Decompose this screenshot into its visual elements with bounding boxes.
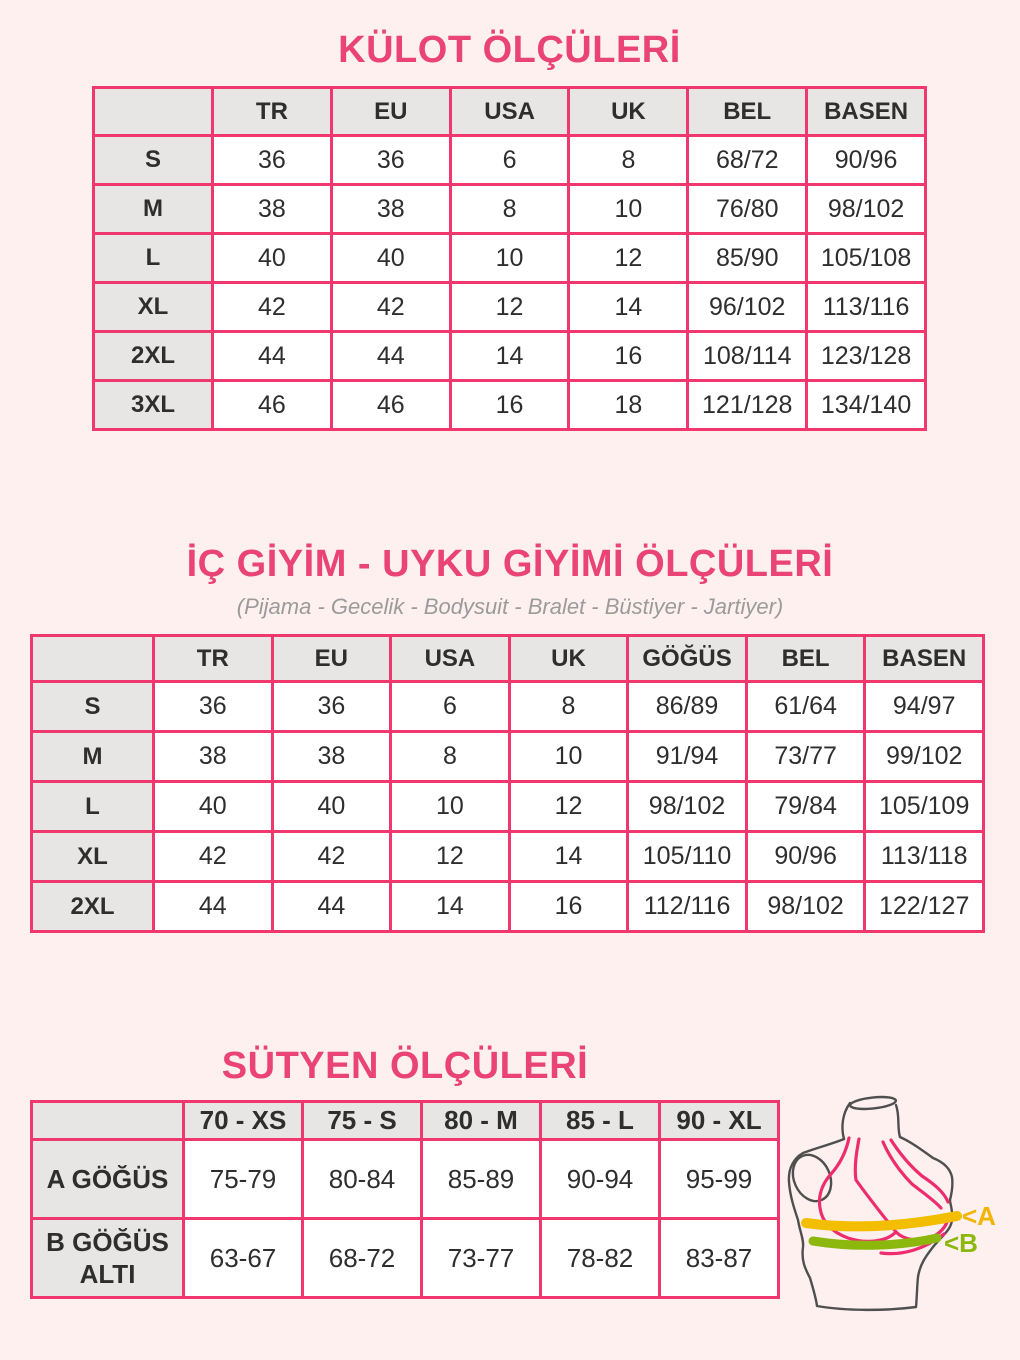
column-header: BASEN	[807, 88, 926, 136]
size-cell: 36	[213, 136, 332, 185]
size-cell: 86/89	[628, 682, 747, 732]
row-label: 3XL	[94, 381, 213, 430]
column-header: EU	[272, 636, 391, 682]
size-cell: 12	[569, 234, 688, 283]
size-cell: 98/102	[746, 882, 865, 932]
table-row	[32, 1219, 779, 1298]
row-label: L	[32, 782, 154, 832]
size-cell: 10	[509, 732, 628, 782]
size-cell: 83-87	[660, 1219, 779, 1298]
corner-cell	[32, 1102, 184, 1140]
corner-cell	[32, 636, 154, 682]
ic-giyim-title: İÇ GİYİM - UYKU GİYİMİ ÖLÇÜLERİ	[186, 543, 834, 585]
size-cell: 42	[331, 283, 450, 332]
size-cell: 8	[391, 732, 510, 782]
size-cell: 14	[391, 882, 510, 932]
column-header: UK	[509, 636, 628, 682]
row-label: S	[32, 682, 154, 732]
band-b-label: <B	[944, 1228, 978, 1258]
size-cell: 38	[154, 732, 273, 782]
size-cell: 112/116	[628, 882, 747, 932]
size-cell: 94/97	[865, 682, 984, 732]
row-label: XL	[94, 283, 213, 332]
size-cell: 61/64	[746, 682, 865, 732]
size-cell: 91/94	[628, 732, 747, 782]
corner-cell	[94, 88, 213, 136]
table-row	[32, 732, 984, 782]
size-cell: 68/72	[688, 136, 807, 185]
size-cell: 46	[213, 381, 332, 430]
size-cell: 16	[569, 332, 688, 381]
size-cell: 79/84	[746, 782, 865, 832]
size-cell: 73-77	[422, 1219, 541, 1298]
table-row	[32, 682, 984, 732]
size-cell: 6	[391, 682, 510, 732]
row-label: XL	[32, 832, 154, 882]
size-cell: 38	[272, 732, 391, 782]
kulot-title: KÜLOT ÖLÇÜLERİ	[338, 29, 681, 71]
size-cell: 122/127	[865, 882, 984, 932]
size-cell: 40	[213, 234, 332, 283]
table-row	[32, 1140, 779, 1219]
size-cell: 12	[450, 283, 569, 332]
size-cell: 42	[154, 832, 273, 882]
size-cell: 36	[272, 682, 391, 732]
size-cell: 105/108	[807, 234, 926, 283]
band-a-label: <A	[962, 1201, 996, 1231]
size-cell: 76/80	[688, 185, 807, 234]
size-cell: 16	[450, 381, 569, 430]
row-label: 2XL	[94, 332, 213, 381]
table-row	[94, 185, 926, 234]
kulot-size-table	[92, 86, 927, 431]
size-cell: 105/110	[628, 832, 747, 882]
size-cell: 85-89	[422, 1140, 541, 1219]
ic-giyim-subtitle: (Pijama - Gecelik - Bodysuit - Bralet - Büstiyer - Jartiyer)	[236, 594, 784, 619]
column-header: 70 - XS	[184, 1102, 303, 1140]
size-cell: 40	[331, 234, 450, 283]
size-cell: 12	[509, 782, 628, 832]
size-cell: 123/128	[807, 332, 926, 381]
row-label: 2XL	[32, 882, 154, 932]
column-header: BEL	[746, 636, 865, 682]
bust-measure-band-a	[806, 1216, 957, 1227]
size-cell: 95-99	[660, 1140, 779, 1219]
size-cell: 10	[450, 234, 569, 283]
sutyen-title: SÜTYEN ÖLÇÜLERİ	[221, 1045, 589, 1087]
column-header: TR	[213, 88, 332, 136]
size-cell: 75-79	[184, 1140, 303, 1219]
column-header: BEL	[688, 88, 807, 136]
size-cell: 108/114	[688, 332, 807, 381]
column-header: USA	[391, 636, 510, 682]
size-cell: 98/102	[807, 185, 926, 234]
size-cell: 6	[450, 136, 569, 185]
sutyen-size-table	[30, 1100, 780, 1299]
size-cell: 8	[450, 185, 569, 234]
size-cell: 85/90	[688, 234, 807, 283]
size-cell: 80-84	[303, 1140, 422, 1219]
column-header: USA	[450, 88, 569, 136]
row-label: M	[94, 185, 213, 234]
size-cell: 90/96	[807, 136, 926, 185]
table-row	[32, 832, 984, 882]
table-row	[32, 882, 984, 932]
bra-measurement-figure	[786, 1092, 1012, 1356]
size-cell: 14	[509, 832, 628, 882]
row-label: B GÖĞÜS ALTI	[32, 1219, 184, 1298]
size-cell: 96/102	[688, 283, 807, 332]
size-cell: 8	[569, 136, 688, 185]
column-header: 75 - S	[303, 1102, 422, 1140]
table-row	[94, 283, 926, 332]
column-header: UK	[569, 88, 688, 136]
size-cell: 18	[569, 381, 688, 430]
column-header: 80 - M	[422, 1102, 541, 1140]
size-cell: 12	[391, 832, 510, 882]
table-row	[94, 136, 926, 185]
size-cell: 42	[272, 832, 391, 882]
column-header: BASEN	[865, 636, 984, 682]
size-cell: 90-94	[541, 1140, 660, 1219]
size-cell: 68-72	[303, 1219, 422, 1298]
row-label: S	[94, 136, 213, 185]
size-cell: 63-67	[184, 1219, 303, 1298]
size-cell: 46	[331, 381, 450, 430]
row-label: L	[94, 234, 213, 283]
size-cell: 44	[331, 332, 450, 381]
column-header: EU	[331, 88, 450, 136]
size-cell: 38	[213, 185, 332, 234]
column-header: 90 - XL	[660, 1102, 779, 1140]
table-row	[94, 234, 926, 283]
header-row	[32, 636, 984, 682]
size-cell: 38	[331, 185, 450, 234]
size-cell: 16	[509, 882, 628, 932]
size-cell: 14	[569, 283, 688, 332]
size-cell: 121/128	[688, 381, 807, 430]
size-cell: 36	[154, 682, 273, 732]
column-header: 85 - L	[541, 1102, 660, 1140]
size-cell: 10	[391, 782, 510, 832]
size-cell: 99/102	[865, 732, 984, 782]
column-header: GÖĞÜS	[628, 636, 747, 682]
size-cell: 134/140	[807, 381, 926, 430]
table-row	[94, 332, 926, 381]
size-cell: 10	[569, 185, 688, 234]
size-cell: 40	[154, 782, 273, 832]
size-cell: 78-82	[541, 1219, 660, 1298]
size-cell: 36	[331, 136, 450, 185]
size-cell: 90/96	[746, 832, 865, 882]
ic-giyim-size-table	[30, 634, 985, 933]
size-cell: 113/118	[865, 832, 984, 882]
size-cell: 44	[154, 882, 273, 932]
underbust-measure-band-b	[813, 1238, 937, 1245]
size-cell: 105/109	[865, 782, 984, 832]
size-cell: 98/102	[628, 782, 747, 832]
table-row	[94, 381, 926, 430]
header-row	[32, 1102, 779, 1140]
size-cell: 8	[509, 682, 628, 732]
size-cell: 40	[272, 782, 391, 832]
column-header: TR	[154, 636, 273, 682]
row-label: A GÖĞÜS	[32, 1140, 184, 1219]
size-cell: 113/116	[807, 283, 926, 332]
table-row	[32, 782, 984, 832]
size-cell: 14	[450, 332, 569, 381]
size-cell: 42	[213, 283, 332, 332]
row-label: M	[32, 732, 154, 782]
size-cell: 44	[272, 882, 391, 932]
header-row	[94, 88, 926, 136]
size-cell: 73/77	[746, 732, 865, 782]
torso-outline-icon	[786, 1095, 952, 1310]
size-cell: 44	[213, 332, 332, 381]
